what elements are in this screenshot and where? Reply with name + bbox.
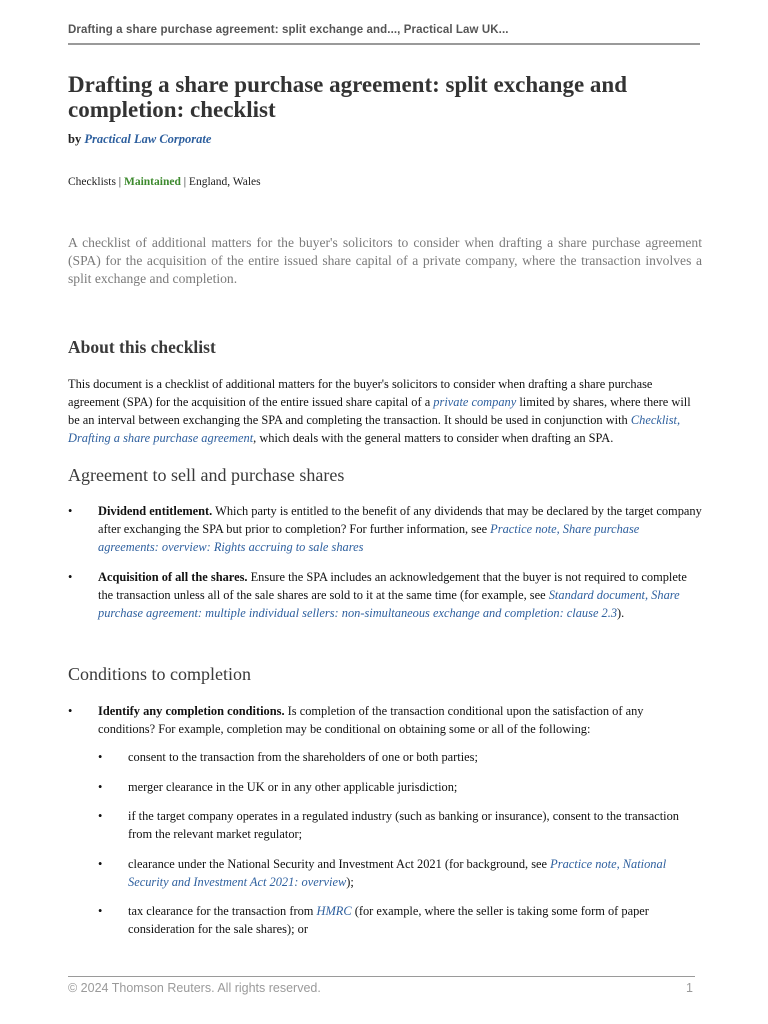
list-item-text [98, 702, 702, 738]
sub-list-item-text: merger clearance in the UK or in any other applicable jurisdiction; [128, 780, 458, 794]
section-heading-agreement: Agreement to sell and purchase shares [68, 465, 345, 485]
meta-separator: | [180, 176, 189, 188]
section-heading-conditions: Conditions to completion [68, 664, 251, 684]
section-heading-about: About this checklist [68, 337, 216, 357]
bullet-marker: • [68, 570, 73, 584]
abstract: A checklist of additional matters for the buyer's solicitors to consider when drafting a share purchase agreement (SPA) for the acquisition of the entire issued share capital of a private company, where the transaction involves a split exchange and completion. [68, 235, 702, 286]
practice-note-link[interactable]: Practice note, Share purchase agreements: overview: Rights accruing to sale shares [98, 522, 640, 554]
about-paragraph [68, 375, 702, 447]
about-text: limited by shares, where there will be an interval between exchanging the SPA and completing the transaction. It should be used in conjunction with [68, 395, 691, 427]
page-title: Drafting a share purchase agreement: split exchange and completion: checklist [68, 72, 628, 122]
byline-prefix: by [68, 132, 85, 146]
standard-document-link[interactable]: Standard document, Share purchase agreement: multiple individual sellers: non-simultaneous exchange and completion: clause 2.3 [98, 588, 680, 620]
bullet-marker: • [98, 809, 103, 823]
sub-list-item-body: tax clearance for the transaction from [128, 904, 317, 918]
bullet-marker: • [98, 780, 103, 794]
checklist-link[interactable]: Checklist, Drafting a share purchase agreement [68, 413, 681, 445]
author-link[interactable]: Practical Law Corporate [84, 132, 212, 146]
header-divider [68, 43, 700, 45]
bullet-marker: • [68, 504, 73, 518]
bullet-marker: • [98, 750, 103, 764]
sub-list-item-text: if the target company operates in a regulated industry (such as banking or insurance), consent to the transaction from the relevant market regulator; [128, 809, 679, 841]
list-item-body: Ensure the SPA includes an acknowledgement that the buyer is not required to complete the transaction unless all of the sale shares are sold to it at the same time (for example, see [98, 570, 687, 602]
list-item-lead: Acquisition of all the shares. [98, 570, 248, 584]
list-item-lead: Dividend entitlement. [98, 504, 213, 518]
footer-copyright: © 2024 Thomson Reuters. All rights reserved. [68, 981, 321, 995]
sub-list-item-text [128, 855, 702, 891]
sub-list-item-text: consent to the transaction from the shareholders of one or both parties; [128, 750, 478, 764]
doc-type: Checklists [68, 176, 116, 188]
sub-list-item-tail: ); [346, 875, 354, 889]
list-item-body: Which party is entitled to the benefit of any dividends that may be declared by the target company after exchanging the SPA but prior to completion? For further information, see [98, 504, 702, 536]
jurisdiction: England, Wales [188, 176, 261, 188]
document-meta [68, 176, 261, 188]
list-item-lead: Identify any completion conditions. [98, 704, 285, 718]
meta-separator: | [115, 176, 124, 188]
list-item-tail: ). [617, 606, 625, 620]
bullet-marker: • [68, 704, 73, 718]
byline [68, 132, 211, 147]
footer-divider [68, 976, 695, 977]
page-number: 1 [686, 981, 693, 995]
nsia-practice-note-link[interactable]: Practice note, National Security and Investment Act 2021: overview [128, 857, 667, 889]
about-text: , which deals with the general matters to consider when drafting an SPA. [253, 431, 614, 445]
status-badge: Maintained [123, 176, 181, 188]
bullet-marker: • [98, 904, 103, 918]
hmrc-link[interactable]: HMRC [316, 904, 352, 918]
private-company-link[interactable]: private company [433, 395, 517, 409]
running-header: Drafting a share purchase agreement: split exchange and..., Practical Law UK... [68, 24, 509, 36]
sub-list-item-tail: (for example, where the seller is taking some form of paper consideration for the sale shares); or [128, 904, 649, 936]
about-text: This document is a checklist of additional matters for the buyer's solicitors to consider when drafting a share purchase agreement (SPA) for the acquisition of the entire issued share capital of a [68, 377, 653, 409]
list-item-text [98, 502, 702, 556]
sub-list-item-body: clearance under the National Security and Investment Act 2021 (for background, see [128, 857, 551, 871]
list-item-body: Is completion of the transaction conditional upon the satisfaction of any conditions? For example, completion may be conditional on obtaining some or all of the following: [98, 704, 644, 736]
list-item-text [98, 568, 702, 622]
sub-list-item-text [128, 902, 702, 938]
bullet-marker: • [98, 857, 103, 871]
